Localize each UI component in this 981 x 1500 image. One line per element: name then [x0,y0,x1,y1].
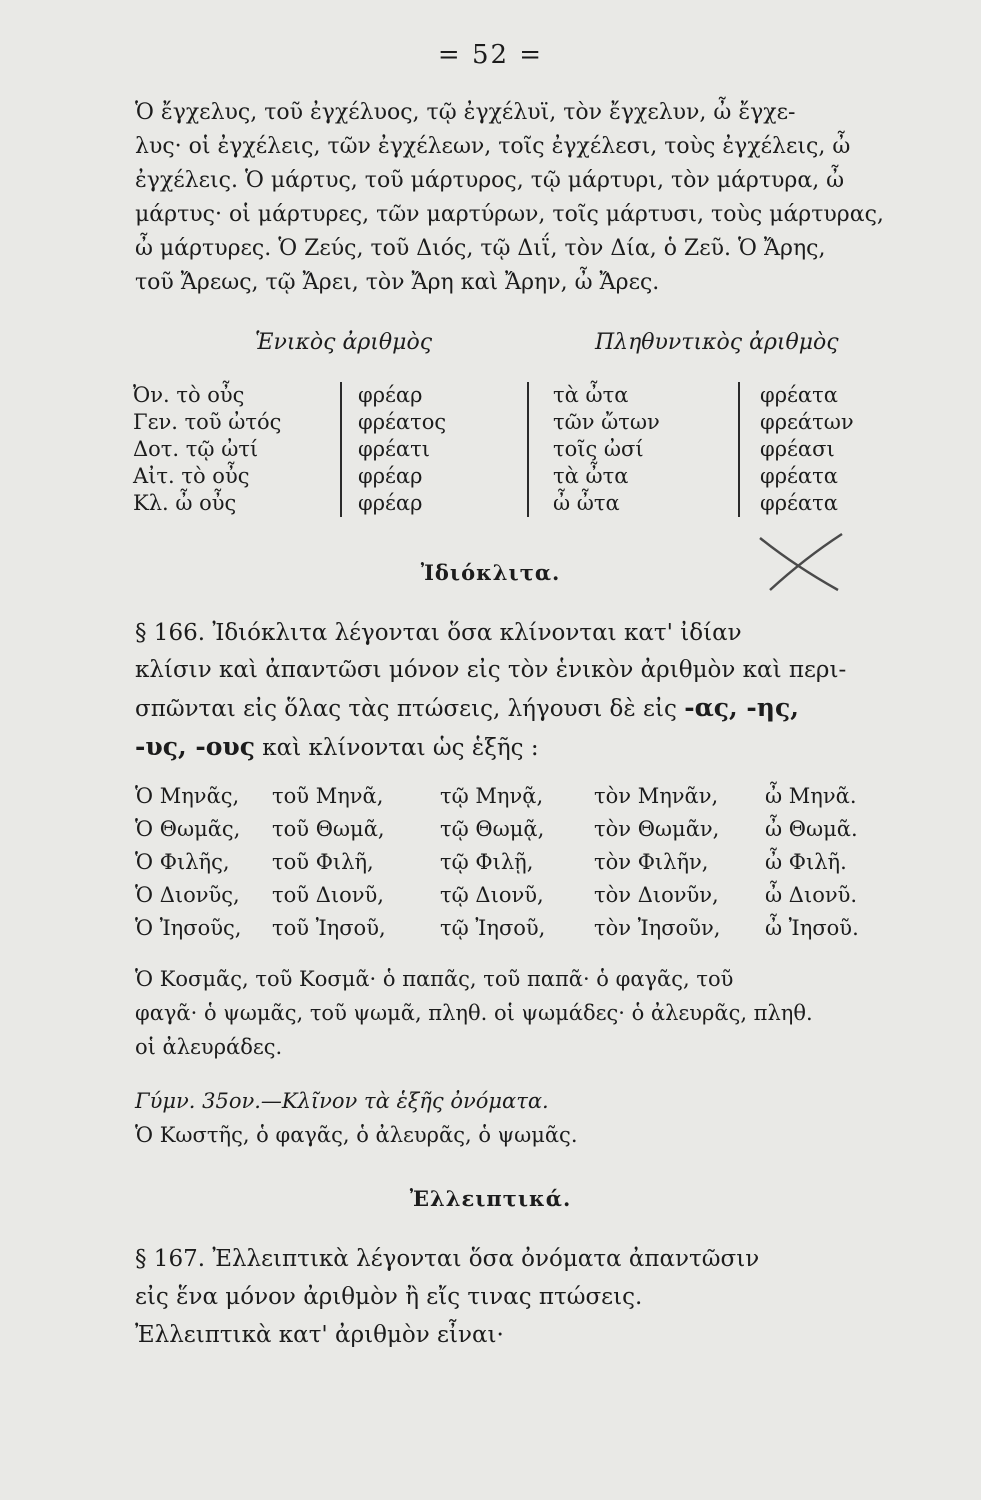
case-row: τοῖς ὠσί [553,437,644,461]
name-form: τοῦ Φιλῆ, [272,850,374,874]
text-line: κλίσιν καὶ ἀπαντῶσι μόνον εἰς τὸν ἑνικὸν ἀριθμὸν καὶ περι- [135,657,847,683]
section-166-paragraph [135,615,875,767]
name-form: Ὁ Μηνᾶς, [135,784,240,808]
name-form: τὸν Θωμᾶν, [594,817,720,841]
name-form: Ὁ Διονῦς, [135,883,240,907]
case-row: φρέαρ [358,464,423,488]
text-line: εἰς ἕνα μόνον ἀριθμὸν ἢ εἴς τινας πτώσεις. [135,1284,643,1310]
text-line: Ἐλλειπτικὰ κατ' ἀριθμὸν εἶναι· [135,1322,504,1348]
singular-header: Ἑνικὸς ἀριθμὸς [255,330,433,355]
declension-column-ous-plural [553,382,660,517]
case-row: φρεάτων [760,410,854,434]
section-heading-idioklita: Ἰδιόκλιτα. [420,560,561,585]
name-form: τοῦ Μηνᾶ, [272,784,384,808]
name-form: τῷ Διονῦ, [440,883,544,907]
name-form: τὸν Ἰησοῦν, [594,916,721,940]
declension-column-ous-singular [133,382,281,517]
text-line: μάρτυς· οἱ μάρτυρες, τῶν μαρτύρων, τοῖς μάρτυσι, τοὺς μάρτυρας, [135,202,884,227]
names-dative-column [440,780,545,945]
ending-list: -υς, -ους [135,732,255,761]
names-vocative-column [765,780,859,945]
text-line [135,689,875,728]
case-row: φρέατα [760,491,838,515]
column-divider [527,382,529,517]
section-heading-elleiptika: Ἐλλειπτικά. [409,1186,572,1211]
kosmas-paragraph [135,962,880,1064]
text-line: § 166. Ἰδιόκλιτα λέγονται ὅσα κλίνονται κατ' ἰδίαν [135,620,742,646]
intro-paragraph [135,96,884,300]
case-row: Κλ. ὦ οὖς [133,491,237,515]
case-row: ὦ ὦτα [553,491,620,515]
case-row: τῶν ὤτων [553,410,660,434]
case-row: φρέατος [358,410,447,434]
exercise-title: Γύμν. 35ον.—Κλῖνον τὰ ἑξῆς ὀνόματα. [135,1089,549,1113]
case-row: τὰ ὦτα [553,464,629,488]
name-form: τὸν Μηνᾶν, [594,784,719,808]
declension-column-frear-singular [358,382,446,517]
name-form: τὸν Διονῦν, [594,883,719,907]
exercise-text: Ὁ Κωστῆς, ὁ φαγᾶς, ὁ ἀλευρᾶς, ὁ ψωμᾶς. [135,1123,578,1147]
names-genitive-column [272,780,386,945]
plural-header: Πληθυντικὸς ἀριθμὸς [595,330,839,355]
text-line: λυς· οἱ ἐγχέλεις, τῶν ἐγχέλεων, τοῖς ἐγχέλεσι, τοὺς ἐγχέλεις, ὦ [135,134,851,159]
case-row: φρέατα [760,464,838,488]
case-row: Δοτ. τῷ ὠτί [133,437,259,461]
exercise-block [135,1084,880,1152]
text-line [135,728,875,767]
case-row: φρέασι [760,437,835,461]
case-row: φρέατι [358,437,430,461]
name-form: τοῦ Διονῦ, [272,883,384,907]
names-nominative-column [135,780,241,945]
page-number: = 52 = [437,40,544,70]
line-text: καὶ κλίνονται ὡς ἑξῆς : [262,735,539,761]
name-form: ὦ Διονῦ. [765,883,858,907]
line-text: σπῶνται εἰς ὅλας τὰς πτώσεις, λήγουσι δὲ εἰς [135,696,677,722]
text-line: ἐγχέλεις. Ὁ μάρτυς, τοῦ μάρτυρος, τῷ μάρτυρι, τὸν μάρτυρα, ὦ [135,168,845,193]
name-form: ὦ Θωμᾶ. [765,817,858,841]
name-form: τῷ Ἰησοῦ, [440,916,546,940]
case-row: Ὀν. τὸ οὖς [133,383,245,407]
case-row: Αἰτ. τὸ οὖς [133,464,250,488]
text-line: Ὁ ἔγχελυς, τοῦ ἐγχέλυος, τῷ ἐγχέλυϊ, τὸν ἔγχελυν, ὦ ἔγχε- [135,100,796,125]
column-divider [340,382,342,517]
name-form: τοῦ Ἰησοῦ, [272,916,386,940]
case-row: Γεν. τοῦ ὠτός [133,410,282,434]
case-row: φρέαρ [358,491,423,515]
name-form: ὦ Μηνᾶ. [765,784,857,808]
name-form: τῷ Φιλῇ, [440,850,534,874]
case-row: φρέατα [760,383,838,407]
declension-column-frear-plural [760,382,854,517]
names-accusative-column [594,780,720,945]
name-form: Ὁ Φιλῆς, [135,850,230,874]
column-divider [738,382,740,517]
name-form: τοῦ Θωμᾶ, [272,817,385,841]
case-row: φρέαρ [358,383,423,407]
text-line: ὦ μάρτυρες. Ὁ Ζεύς, τοῦ Διός, τῷ Διΐ, τὸν Δία, ὁ Ζεῦ. Ὁ Ἄρης, [135,236,826,261]
name-form: Ὁ Θωμᾶς, [135,817,241,841]
text-line: Ὁ Κοσμᾶς, τοῦ Κοσμᾶ· ὁ παπᾶς, τοῦ παπᾶ· ὁ φαγᾶς, τοῦ [135,967,734,991]
case-row: τὰ ὦτα [553,383,629,407]
ending-list: -ας, -ης, [684,693,799,722]
name-form: Ὁ Ἰησοῦς, [135,916,242,940]
name-form: ὦ Φιλῆ. [765,850,847,874]
text-line: φαγᾶ· ὁ ψωμᾶς, τοῦ ψωμᾶ, πληθ. οἱ ψωμάδες· ὁ ἀλευρᾶς, πληθ. [135,1001,813,1025]
name-form: ὦ Ἰησοῦ. [765,916,859,940]
text-line: τοῦ Ἄρεως, τῷ Ἄρει, τὸν Ἄρη καὶ Ἄρην, ὦ Ἄρες. [135,270,660,295]
name-form: τῷ Θωμᾷ, [440,817,545,841]
name-form: τὸν Φιλῆν, [594,850,709,874]
text-line: § 167. Ἐλλειπτικὰ λέγονται ὅσα ὀνόματα ἀπαντῶσιν [135,1246,760,1272]
name-form: τῷ Μηνᾷ, [440,784,544,808]
section-167-paragraph [135,1240,880,1354]
text-line: οἱ ἀλευράδες. [135,1035,283,1059]
